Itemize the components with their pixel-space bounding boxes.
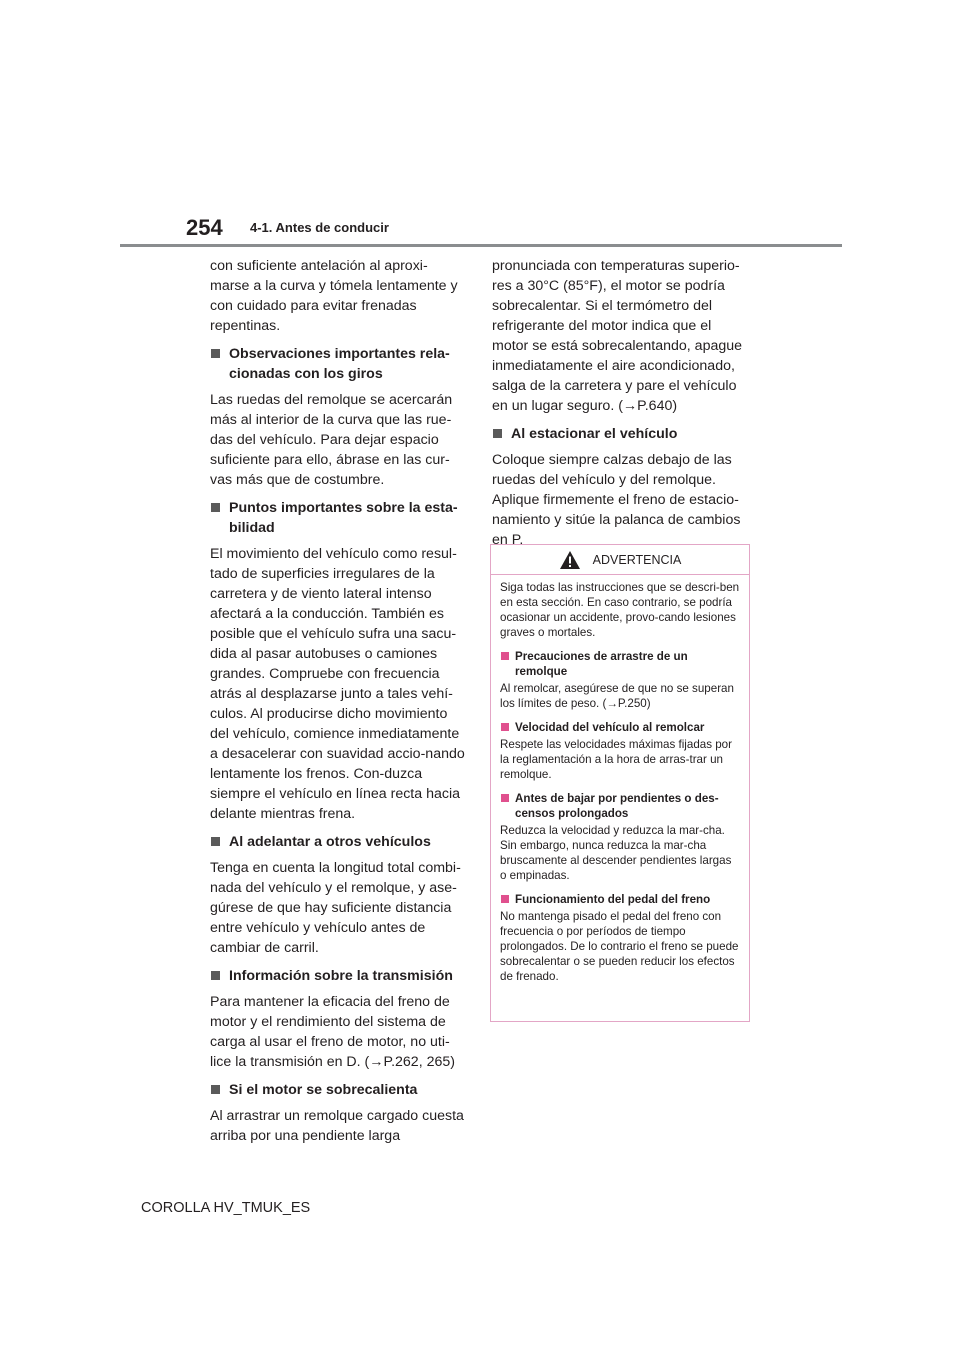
paragraph: Tenga en cuenta la longitud total combi-nada del vehículo y el remolque, y ase-gúrese de que hay suficiente distancia entre vehículo y vehículo antes de cambiar de carril. — [210, 860, 461, 956]
warning-triangle-icon — [559, 550, 581, 570]
subheading: Si el motor se sobrecalienta — [210, 1080, 466, 1100]
warning-item-heading: Funcionamiento del pedal del freno — [500, 892, 740, 907]
page-number: 254 — [186, 215, 223, 240]
warning-box — [490, 544, 750, 1022]
subheading: Puntos importantes sobre la esta-bilidad — [210, 498, 466, 538]
square-bullet-icon — [211, 1085, 220, 1094]
subheading: Al adelantar a otros vehículos — [210, 832, 466, 852]
subheading: Observaciones importantes rela-cionadas con los giros — [210, 344, 466, 384]
subheading: Información sobre la transmisión — [210, 966, 466, 986]
paragraph: El movimiento del vehículo como resul-tado de superficies irregulares de la carretera y de viento lateral intenso afectará a la conducción. También es posible que el vehículo sufra una sacu-dida al pasar autobuses o camiones grandes. Compruebe con frecuencia atrás al desplazarse junto a tales vehí-culos. Al producirse dicho movimiento del vehículo, comience inmediatamente a desacelerar con suavidad accio-nando lentamente los frenos. Con-duzca siempre el vehículo en línea recta hacia delante mientras frena. — [210, 546, 465, 822]
warning-title: ADVERTENCIA — [592, 552, 682, 567]
warning-intro: Siga todas las instrucciones que se descri-ben en esta sección. En caso contrario, se podría ocasionar un accidente, provo-cando lesiones graves o mortales. — [500, 581, 740, 639]
pink-square-bullet-icon — [501, 723, 509, 731]
warning-item-text: Respete las velocidades máximas fijadas por la reglamentación a la hora de arras-trar un remolque. — [500, 738, 732, 781]
paragraph: Coloque siempre calzas debajo de las ruedas del vehículo y del remolque. Aplique firmemente el freno de estacio-namiento y sitúe la palanca de cambios en P. — [492, 452, 741, 548]
warning-item-text: Reduzca la velocidad y reduzca la mar-cha. Sin embargo, nunca reduzca la mar-cha bruscamente al descender pendientes largas o empinadas. — [500, 824, 732, 882]
warning-item-heading: Velocidad del vehículo al remolcar — [500, 720, 740, 735]
square-bullet-icon — [211, 971, 220, 980]
warning-header — [491, 545, 749, 575]
right-column — [492, 256, 748, 558]
square-bullet-icon — [211, 349, 220, 358]
warning-body — [491, 575, 749, 984]
square-bullet-icon — [493, 429, 502, 438]
square-bullet-icon — [211, 503, 220, 512]
warning-item-heading: Antes de bajar por pendientes o des-censos prolongados — [500, 791, 740, 821]
paragraph: Las ruedas del remolque se acercarán más al interior de la curva que las rue-das del vehículo. Para dejar espacio suficiente para ello, ábrase en las cur-vas más que de costumbre. — [210, 392, 453, 488]
footer-model: COROLLA HV_TMUK_ES — [141, 1200, 311, 1216]
square-bullet-icon — [211, 837, 220, 846]
section-title: 4-1. Antes de conducir — [250, 220, 389, 235]
pink-square-bullet-icon — [501, 794, 509, 802]
pink-square-bullet-icon — [501, 652, 509, 660]
pink-square-bullet-icon — [501, 895, 509, 903]
warning-item-heading: Precauciones de arrastre de un remolque — [500, 649, 740, 679]
left-column — [210, 256, 466, 1154]
warning-item-text: Al remolcar, asegúrese de que no se superan los límites de peso. (→P.250) — [500, 682, 734, 710]
subheading: Al estacionar el vehículo — [492, 424, 748, 444]
header-rule — [120, 244, 842, 247]
warning-item-text: No mantenga pisado el pedal del freno con frecuencia o por períodos de tiempo prolongados. De lo contrario el freno se puede sobrecalentar o se pueden reducir los efectos de frenado. — [500, 910, 739, 983]
paragraph: Al arrastrar un remolque cargado cuesta arriba por una pendiente larga — [210, 1108, 464, 1144]
paragraph: pronunciada con temperaturas superio-res a 30°C (85°F), el motor se podría sobrecalentar. Si el termómetro del refrigerante del motor indica que el motor se está sobrecalentando, apague inmediatamente el aire acondicionado, salga de la carretera y pare el vehículo en un lugar seguro. (→P.640) — [492, 258, 743, 414]
paragraph: Para mantener la eficacia del freno de motor y el rendimiento del sistema de carga al usar el freno de motor, no uti-lice la transmisión en D. (→P.262, 265) — [210, 994, 455, 1070]
paragraph: con suficiente antelación al aproxi-marse a la curva y tómela lentamente y con cuidado para evitar frenadas repentinas. — [210, 258, 458, 334]
